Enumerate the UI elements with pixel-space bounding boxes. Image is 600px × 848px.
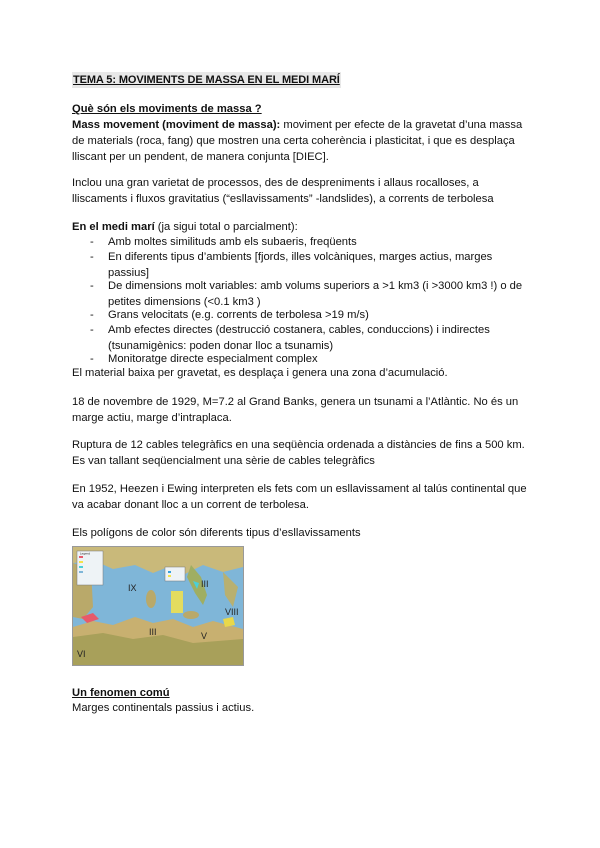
- definition-text: moviment per efecte de la gravetat d’una massa de materials (roca, fang) que mostren una certa coherència i plasticitat, i que es desplaça lliscant per un pendent, de manera conjunta [DIEC].: [72, 119, 523, 163]
- paragraph-polygons: Els polígons de color són diferents tipus d’esllavissaments: [72, 527, 361, 539]
- paragraph-material: El material baixa per gravetat, es desplaça i genera una zona d’acumulació.: [72, 367, 448, 379]
- map-label: V: [201, 631, 208, 641]
- section-heading-what: Què són els moviments de massa ?: [72, 103, 262, 115]
- paragraph-margins: Marges continentals passius i actius.: [72, 702, 255, 714]
- list-item: [90, 234, 526, 250]
- map-legend-title: Legend: [80, 551, 91, 556]
- marine-heading-rest: (ja sigui total o parcialment):: [154, 221, 298, 233]
- bullet-dash: -: [90, 280, 94, 292]
- bullet-dash: -: [90, 236, 94, 248]
- map-label: III: [201, 579, 209, 589]
- map-label: VIII: [225, 607, 239, 617]
- bullet-text: En diferents tipus d’ambients [fjords, illes volcàniques, marges actius, marges passius]: [108, 251, 493, 279]
- bullet-dash: -: [90, 251, 94, 263]
- list-item: [90, 322, 526, 354]
- bullet-dash: -: [90, 324, 94, 336]
- definition-term: Mass movement (moviment de massa):: [72, 119, 281, 131]
- paragraph-1929: 18 de novembre de 1929, M=7.2 al Grand Banks, genera un tsunami a l’Atlàntic. No és un marge actiu, marge d’intraplaca.: [72, 396, 519, 424]
- bullet-text: Amb moltes similituds amb els subaeris, freqüents: [108, 236, 357, 248]
- bullet-dash: -: [90, 309, 94, 321]
- list-item: [90, 307, 526, 323]
- paragraph-processes: Inclou una gran varietat de processos, des de despreniments i allaus rocalloses, a lliscaments i fluxos gravitatius (“esllavissaments” -landslides), a corrents de terbolesa: [72, 177, 494, 205]
- bullet-text: De dimensions molt variables: amb volums superiors a >1 km3 (i >3000 km3 !) o de petites dimensions (<0.1 km3 ): [108, 280, 523, 308]
- bullet-dash: -: [90, 353, 94, 365]
- paragraph-cables: Ruptura de 12 cables telegràfics en una seqüència ordenada a distàncies de fins a 500 km. Es van tallant seqüencialment una sèrie de cables telegràfics: [72, 439, 525, 467]
- marine-heading-bold: En el medi marí: [72, 221, 155, 233]
- mediterranean-landslide-map: [72, 546, 244, 666]
- list-item: [90, 278, 526, 310]
- section-heading-marine: [72, 219, 534, 235]
- definition-paragraph: [72, 117, 534, 165]
- bullet-text: Grans velocitats (e.g. corrents de terbolesa >19 m/s): [108, 309, 369, 321]
- section-heading-common: Un fenomen comú: [72, 687, 170, 699]
- map-label: VI: [77, 649, 86, 659]
- list-item: [90, 249, 526, 281]
- map-label: IX: [128, 583, 137, 593]
- paragraph-1952: En 1952, Heezen i Ewing interpreten els fets com un esllavissament al talús continental que va acabar donant lloc a un corrent de terbolesa.: [72, 483, 527, 511]
- page-title: TEMA 5: MOVIMENTS DE MASSA EN EL MEDI MARÍ: [73, 74, 340, 86]
- bullet-text: Monitoratge directe especialment complex: [108, 353, 318, 365]
- bullet-text: Amb efectes directes (destrucció costanera, cables, conduccions) i indirectes (tsunamigènics: poden donar lloc a tsunamis): [108, 324, 490, 352]
- map-label: III: [149, 627, 157, 637]
